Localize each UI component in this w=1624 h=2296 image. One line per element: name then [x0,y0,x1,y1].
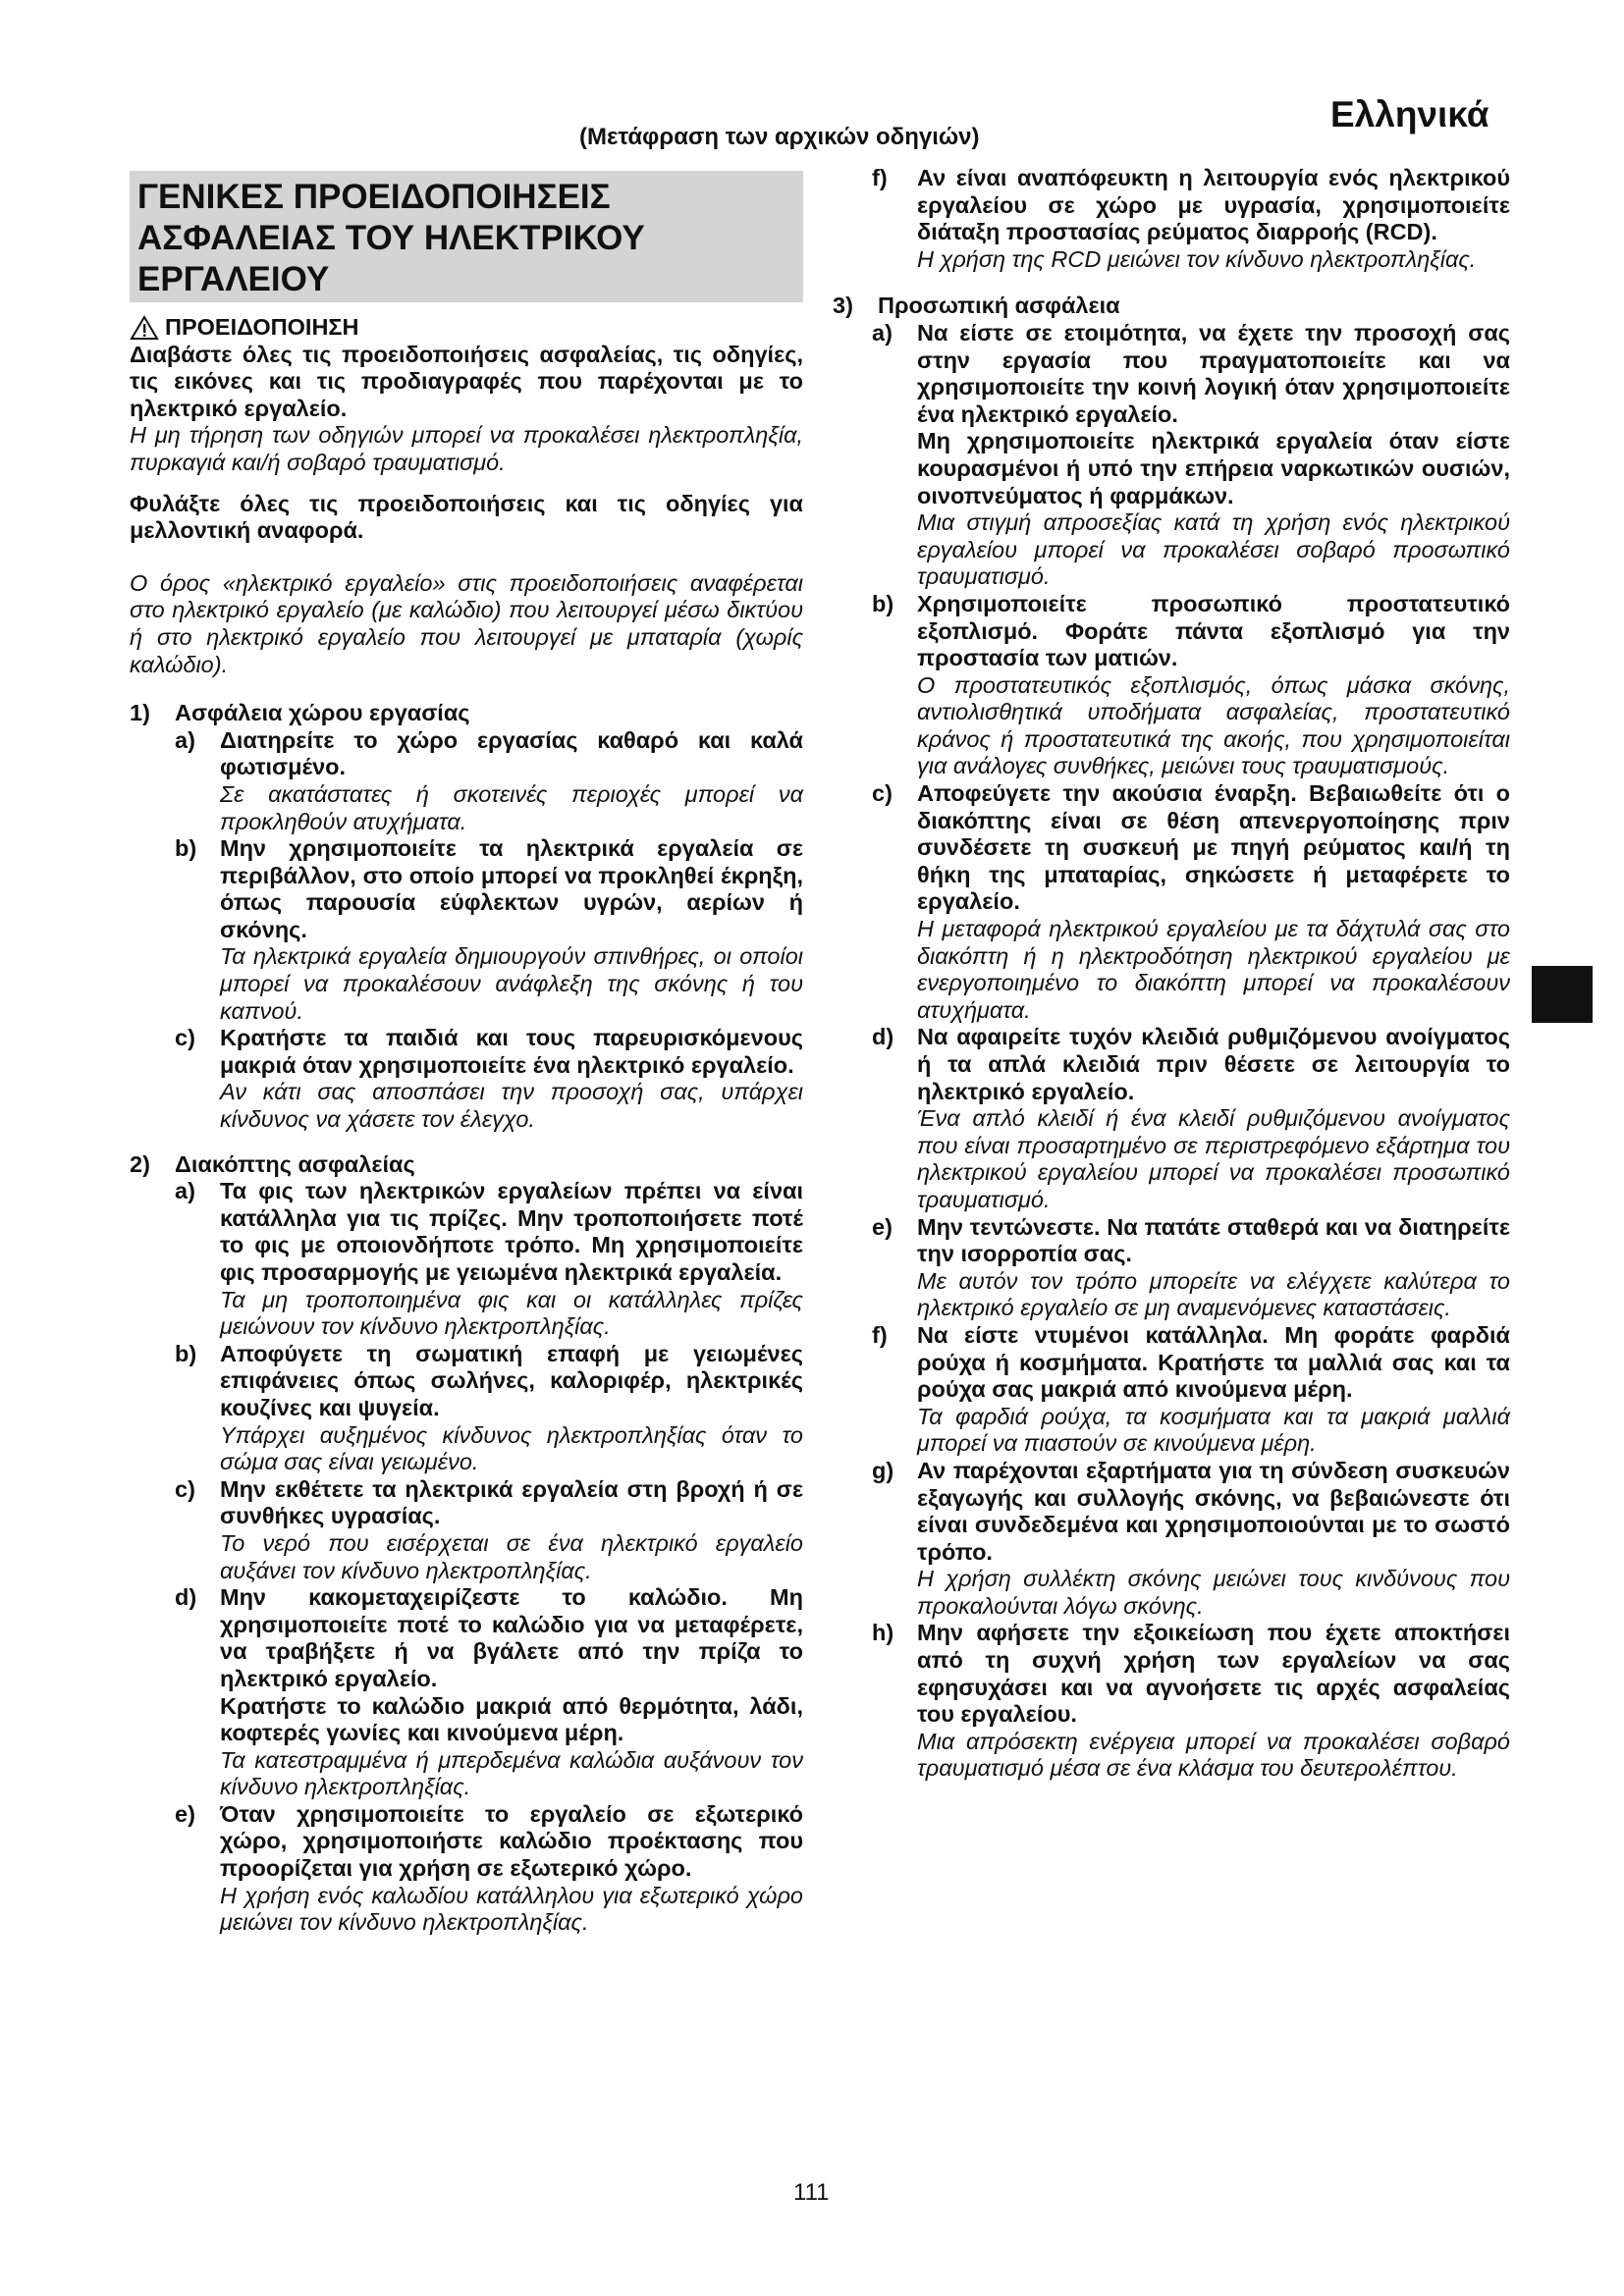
list-item: a) Διατηρείτε το χώρο εργασίας καθαρό και καλά φωτισμένο. Σε ακατάστατες ή σκοτεινές περιοχές μπορεί να προκληθούν ατυχήματα. [175,726,803,834]
keep-instructions-text: Φυλάξτε όλες τις προειδοποιήσεις και τις οδηγίες για μελλοντική αναφορά. [130,490,803,544]
page-title-line-2: ΑΣΦΑΛΕΙΑΣ ΤΟΥ ΗΛΕΚΤΡΙΚΟΥ [137,219,645,257]
list-item: e) Όταν χρησιμοποιείτε το εργαλείο σε εξωτερικό χώρο, χρησιμοποιήστε καλώδιο προέκτασης που προορίζεται για χρήση σε εξωτερικό χώρο. Η χρήση ενός καλωδίου κατάλληλου για εξωτερικό χώρο μειώνει τον κίνδυνο ηλεκτροπληξίας. [175,1800,803,1936]
section-heading-3: 3) Προσωπική ασφάλεια [833,293,1120,319]
language-thumb-tab [1532,966,1593,1023]
list-item: b) Μην χρησιμοποιείτε τα ηλεκτρικά εργαλεία σε περιβάλλον, στο οποίο μπορεί να προκληθεί έκρηξη, όπως παρουσία εύφλεκτων υγρών, αερίων ή σκόνης. Τα ηλεκτρικά εργαλεία δημιουργούν σπινθήρες, οι οποίοι μπορεί να προκαλέσουν ανάφλεξη της σκόνης ή του καπνού. [175,835,803,1024]
list-item: c) Κρατήστε τα παιδιά και τους παρευρισκόμενους μακριά όταν χρησιμοποιείτε ένα ηλεκτρικό εργαλείο. Αν κάτι σας αποσπάσει την προσοχή σας, υπάρχει κίνδυνος να χάσετε τον έλεγχο. [175,1025,803,1133]
section-heading-1: 1) Ασφάλεια χώρου εργασίας [130,700,470,726]
list-item: a) Να είστε σε ετοιμότητα, να έχετε την προσοχή σας στην εργασία που πραγματοποιείτε και να χρησιμοποιείτε την κοινή λογική όταν χρησιμοποιείτε ένα ηλεκτρικό εργαλείο. Μη χρησιμοποιείτε ηλεκτρικά εργαλεία όταν είστε κουρασμένοι ή υπό την επήρεια ναρκωτικών ουσιών, οινοπνεύματος ή φαρμάκων. Μια στιγμή απροσεξίας κατά τη χρήση ενός ηλεκτρικού εργαλείου μπορεί να προκαλέσει σοβαρό προσωπικό τραυματισμό. [872,319,1510,590]
page-title-line-3: ΕΡΓΑΛΕΙΟΥ [137,260,330,298]
list-item: c) Αποφεύγετε την ακούσια έναρξη. Βεβαιωθείτε ότι ο διακόπτης είναι σε θέση απενεργοποίησης πριν συνδέσετε τη συσκευή με πηγή ρεύματος και/ή τη θήκη της μπαταρίας, σηκώσετε ή μεταφέρετε το εργαλείο. Η μεταφορά ηλεκτρικού εργαλείου με τα δάχτυλά σας στο διακόπτη ή η ηλεκτροδότηση ηλεκτρικού εργαλείου με ενεργοποιημένο το διακόπτη μπορεί να προκαλέσουν ατυχήματα. [872,780,1510,1023]
list-item: g) Αν παρέχονται εξαρτήματα για τη σύνδεση συσκευών εξαγωγής και συλλογής σκόνης, να βεβαιώνεστε ότι είναι συνδεδεμένα και χρησιμοποιούνται με το σωστό τρόπο. Η χρήση συλλέκτη σκόνης μειώνει τους κινδύνους που προκαλούνται λόγω σκόνης. [872,1457,1510,1619]
list-item: f) Να είστε ντυμένοι κατάλληλα. Μη φοράτε φαρδιά ρούχα ή κοσμήματα. Κρατήστε τα μαλλιά σας και τα ρούχα σας μακριά από κινούμενα μέρη. Τα φαρδιά ρούχα, τα κοσμήματα και τα μακριά μαλλιά μπορεί να πιαστούν σε κινούμενα μέρη. [872,1321,1510,1457]
list-item: d) Να αφαιρείτε τυχόν κλειδιά ρυθμιζόμενου ανοίγματος ή τα απλά κλειδιά πριν θέσετε σε λειτουργία το ηλεκτρικό εργαλείο. Ένα απλό κλειδί ή ένα κλειδί ρυθμιζόμενου ανοίγματος που είναι προσαρτημένο σε περιστρεφόμενο εξάρτημα του ηλεκτρικού εργαλείου μπορεί να προκαλέσει προσωπικό τραυματισμό. [872,1024,1510,1212]
warning-read-text: Διαβάστε όλες τις προειδοποιήσεις ασφαλείας, τις οδηγίες, τις εικόνες και τις προδιαγραφές που παρέχονται με το ηλεκτρικό εργαλείο. [130,341,803,421]
warning-heading [130,314,803,342]
left-column [130,310,803,1937]
list-item: c) Μην εκθέτετε τα ηλεκτρικά εργαλεία στη βροχή ή σε συνθήκες υγρασίας. Το νερό που εισέρχεται σε ένα ηλεκτρικό εργαλείο αυξάνει τον κίνδυνο ηλεκτροπληξίας. [175,1475,803,1583]
page-title-line-1: ΓΕΝΙΚΕΣ ΠΡΟΕΙΔΟΠΟΙΗΣΕΙΣ [137,178,611,216]
list-item: f) Αν είναι αναπόφευκτη η λειτουργία ενός ηλεκτρικού εργαλείου σε χώρο με υγρασία, χρησιμοποιείτε διάταξη προστασίας ρεύματος διαρροής (RCD). Η χρήση της RCD μειώνει τον κίνδυνο ηλεκτροπληξίας. [872,165,1510,272]
page-number: 111 [793,2179,830,2206]
list-item: b) Χρησιμοποιείτε προσωπικό προστατευτικό εξοπλισμό. Φοράτε πάντα εξοπλισμό για την προστασία των ματιών. Ο προστατευτικός εξοπλισμός, όπως μάσκα σκόνης, αντιολισθητικά υποδήματα ασφαλείας, προστατευτικό κράνος ή προστατευτικά της ακοής, που χρησιμοποιείται για ανάλογες συνθήκες, μειώνει τους τραυματισμούς. [872,590,1510,779]
list-item: a) Τα φις των ηλεκτρικών εργαλείων πρέπει να είναι κατάλληλα για τις πρίζες. Μην τροποποιήσετε ποτέ το φις με οποιονδήποτε τρόπο. Μη χρησιμοποιείτε φις προσαρμογής με γειωμένα ηλεκτρικά εργαλεία. Τα μη τροποποιημένα φις και οι κατάλληλες πρίζες μειώνουν τον κίνδυνο ηλεκτροπληξίας. [175,1178,803,1340]
section-heading-2: 2) Διακόπτης ασφαλείας [130,1150,415,1177]
translation-note: (Μετάφραση των αρχικών οδηγιών) [579,124,980,150]
list-item: e) Μην τεντώνεστε. Να πατάτε σταθερά και να διατηρείτε την ισορροπία σας. Με αυτόν τον τρόπο μπορείτε να ελέγχετε καλύτερα το ηλεκτρικό εργαλείο σε μη αναμενόμενες καταστάσεις. [872,1213,1510,1321]
power-tool-term-text: Ο όρος «ηλεκτρικό εργαλείο» στις προειδοποιήσεις αναφέρεται στο ηλεκτρικό εργαλείο (με καλώδιο) που λειτουργεί μέσω δικτύου ή στο ηλεκτρικό εργαλείο που λειτουργεί με μπαταρία (χωρίς καλώδιο). [130,569,803,677]
list-item: b) Αποφύγετε τη σωματική επαφή με γειωμένες επιφάνειες όπως σωλήνες, καλοριφέρ, ηλεκτρικές κουζίνες και ψυγεία. Υπάρχει αυξημένος κίνδυνος ηλεκτροπληξίας όταν το σώμα σας είναι γειωμένο. [175,1340,803,1475]
warning-label: ΠΡΟΕΙΔΟΠΟΙΗΣΗ [165,314,359,340]
list-item: d) Μην κακομεταχειρίζεστε το καλώδιο. Μη χρησιμοποιείτε ποτέ το καλώδιο για να μεταφέρετε, να τραβήξετε ή να βγάλετε από την πρίζα το ηλεκτρικό εργαλείο. Κρατήστε το καλώδιο μακριά από θερμότητα, λάδι, κοφτερές γωνίες και κινούμενα μέρη. Τα κατεστραμμένα ή μπερδεμένα καλώδια αυξάνουν τον κίνδυνο ηλεκτροπληξίας. [175,1584,803,1800]
language-label: Ελληνικά [1330,94,1489,134]
section-title-box [130,171,803,302]
warning-triangle-icon [130,315,159,341]
list-item: h) Μην αφήσετε την εξοικείωση που έχετε αποκτήσει από τη συχνή χρήση των εργαλείων να σας εφησυχάσει και να αγνοήσετε τις αρχές ασφαλείας του εργαλείου. Μια απρόσεκτη ενέργεια μπορεί να προκαλέσει σοβαρό τραυματισμό μέσα σε ένα κλάσμα του δευτερολέπτου. [872,1620,1510,1782]
warning-consequence-text: Η μη τήρηση των οδηγιών μπορεί να προκαλέσει ηλεκτροπληξία, πυρκαγιά και/ή σοβαρό τραυματισμό. [130,422,803,475]
right-column [833,165,1510,1783]
